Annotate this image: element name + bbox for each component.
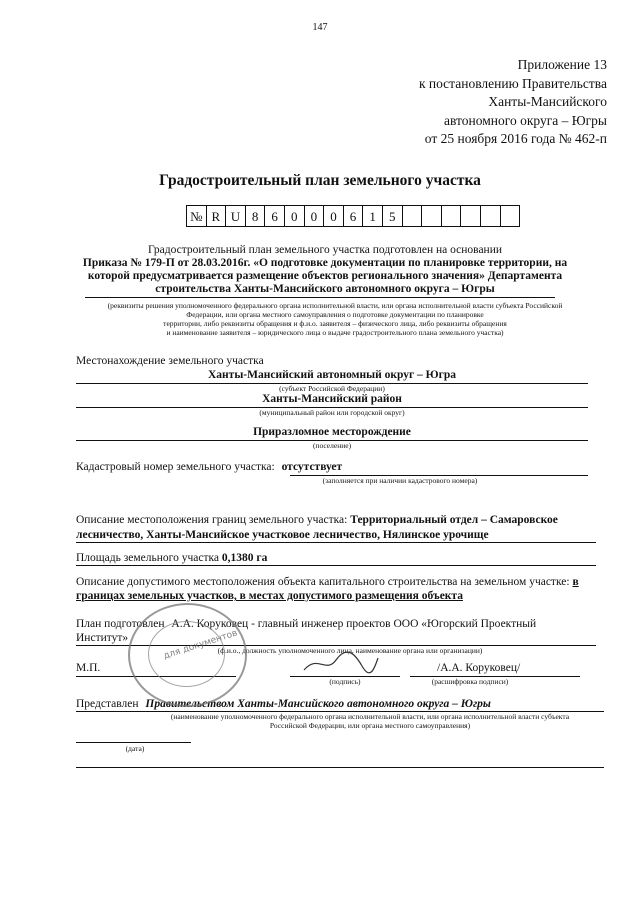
signature-note: (подпись) (329, 677, 361, 686)
prepared-value: А.А. Коруковец - главный инженер проектов ООО «Югорский Проектный (171, 618, 537, 630)
subject-note: (субъект Российской Федерации) (279, 384, 385, 393)
number-cell: 0 (305, 205, 325, 227)
plan-number-grid (186, 205, 520, 227)
signature-mark (300, 650, 380, 676)
submitted-value: Правительством Ханты-Мансийского автономного округа – Югры (145, 698, 491, 710)
number-cell (442, 205, 462, 227)
number-cell (403, 205, 423, 227)
area-value: 0,1380 га (221, 552, 268, 564)
number-cell: 1 (363, 205, 383, 227)
document-title: Градостроительный план земельного участка (159, 172, 481, 189)
appendix-line: автономного округа – Югры (444, 112, 607, 128)
number-cell: R (207, 205, 227, 227)
note-line: Федерации, или органа местного самоуправления о подготовке документации по планировке (186, 310, 484, 319)
appendix-line: от 25 ноября 2016 года № 462-п (424, 131, 607, 146)
mp-label: М.П. (76, 662, 101, 674)
appendix-block (419, 56, 607, 149)
district-note: (муниципальный район или городской округ) (259, 408, 405, 417)
basis-block (80, 244, 570, 296)
number-cell: 6 (265, 205, 285, 227)
note-line: (реквизиты решения уполномоченного федерального органа исполнительной власти, или органа исполнительной власти субъекта Российской (107, 301, 563, 310)
underline (76, 542, 596, 543)
basis-line: которой предусматривается размещение объектов регионального значения» Департамента (87, 270, 563, 282)
basis-line: Приказа № 179-П от 28.03.2016г. «О подготовке документации по планировке территории, на (82, 257, 568, 269)
note-line: Российской Федерации, или органа местного самоуправления) (269, 721, 471, 730)
boundaries-value-line2: лесничество, Ханты-Мансийское участковое лесничество, Нялинское урочище (76, 529, 489, 541)
placement-label: Описание допустимого местоположения объекта капитального строительства на земельном участке: (76, 576, 570, 588)
underline (76, 767, 604, 768)
appendix-line: Приложение 13 (517, 57, 607, 72)
number-cell (501, 205, 521, 227)
placement-value-start: в (572, 576, 579, 588)
prepared-value-line2: Институт» (76, 632, 129, 644)
page-number: 147 (312, 22, 328, 33)
boundaries-label: Описание местоположения границ земельного участка: (76, 514, 348, 526)
number-cell: U (226, 205, 246, 227)
area-label: Площадь земельного участка (76, 552, 219, 564)
boundaries-block (76, 513, 596, 527)
number-cell: 8 (246, 205, 266, 227)
number-cell (481, 205, 501, 227)
number-cell: 5 (383, 205, 403, 227)
prepared-note: (ф.и.о., должность уполномоченного лица, наименование органа или организации) (217, 646, 483, 655)
number-cell (422, 205, 442, 227)
location-settlement: Приразломное месторождение (253, 426, 411, 438)
number-cell (461, 205, 481, 227)
number-cell: 6 (344, 205, 364, 227)
basis-intro: Градостроительный план земельного участка подготовлен на основании (147, 244, 503, 256)
note-line: территории, либо реквизиты обращения и ф.и.о. заявителя – физического лица, либо реквизиты обращения (163, 319, 507, 328)
cadastral-value: отсутствует (281, 461, 343, 473)
submitted-label: Представлен (76, 698, 139, 710)
stamp-label: для документов (162, 628, 239, 662)
underline (76, 565, 596, 566)
placement-block (76, 575, 596, 589)
note-line: (наименование уполномоченного федерального органа исполнительной власти, или органа исполнительной власти субъекта (170, 712, 570, 721)
location-subject: Ханты-Мансийский автономный округ – Югра (207, 369, 456, 381)
date-line (76, 742, 191, 743)
location-label: Местонахождение земельного участка (76, 355, 264, 367)
cadastral-row (76, 461, 342, 473)
cadastral-note: (заполняется при наличии кадастрового номера) (322, 476, 478, 485)
decoding-value: /А.А. Коруковец/ (437, 662, 521, 674)
boundaries-value: Территориальный отдел – Самаровское (350, 514, 558, 526)
submitted-note (130, 712, 610, 730)
cadastral-label: Кадастровый номер земельного участка: (76, 461, 275, 473)
appendix-line: Ханты-Мансийского (488, 94, 607, 109)
decoding-note: (расшифровка подписи) (431, 677, 509, 686)
number-cell: 0 (285, 205, 305, 227)
placement-value: границах земельных участков, в местах допустимого размещения объекта (76, 590, 463, 602)
basis-line: строительства Ханты-Мансийского автономного округа – Югры (155, 283, 495, 295)
number-cell: 0 (324, 205, 344, 227)
submitted-row (76, 697, 491, 711)
note-line: и наименование заявителя – юридического лица о выдаче градостроительного плана земельного участка) (166, 328, 504, 337)
location-district: Ханты-Мансийский район (262, 393, 402, 405)
prepared-label: План подготовлен (76, 618, 165, 630)
area-row (76, 551, 267, 565)
basis-note (70, 301, 600, 337)
date-note: (дата) (125, 744, 145, 753)
settlement-note: (поселение) (312, 441, 352, 450)
appendix-line: к постановлению Правительства (418, 75, 607, 91)
underline (85, 297, 555, 298)
seal-stamp (128, 603, 247, 707)
number-cell: № (187, 205, 207, 227)
